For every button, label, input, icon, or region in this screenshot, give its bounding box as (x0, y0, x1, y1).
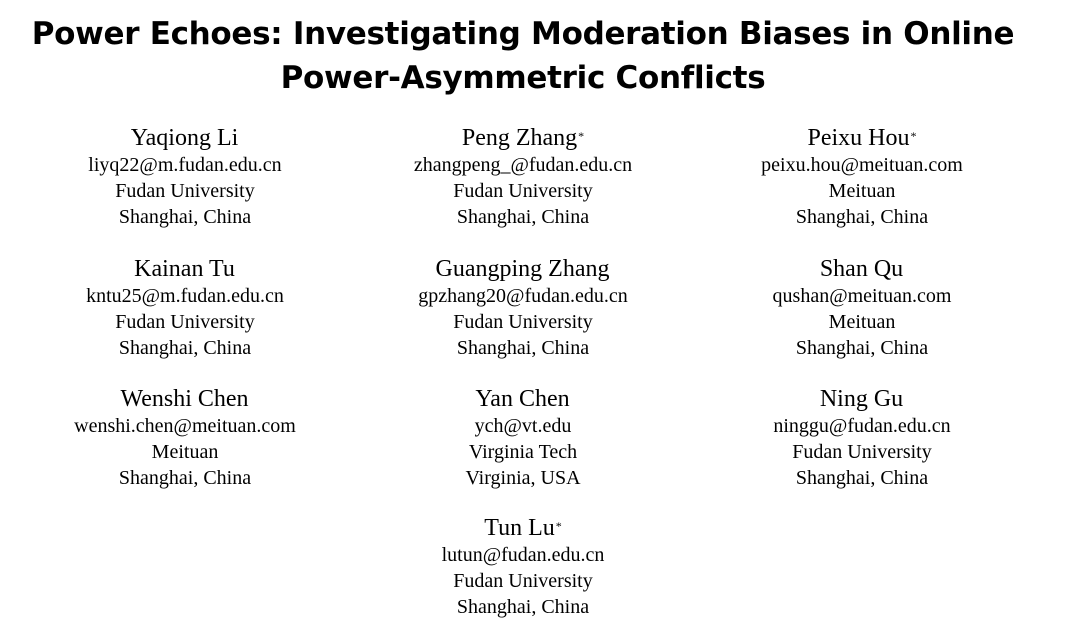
author-name-text: Kainan Tu (134, 256, 235, 282)
author-block (363, 514, 683, 620)
author-name-text: Yaqiong Li (130, 125, 239, 151)
author-name (702, 385, 1022, 413)
author-name-text: Yan Chen (475, 386, 570, 412)
author-name (363, 514, 683, 542)
author-affiliation: Fudan University (453, 570, 593, 592)
author-name (363, 385, 683, 413)
author-block (702, 255, 1022, 361)
author-location: Shanghai, China (456, 337, 590, 359)
author-affiliation: Meituan (828, 180, 896, 202)
author-name (363, 124, 683, 152)
author-name (25, 255, 345, 283)
author-email[interactable]: lutun@fudan.edu.cn (441, 544, 605, 566)
author-email[interactable]: wenshi.chen@meituan.com (74, 415, 296, 437)
author-location: Shanghai, China (456, 206, 590, 228)
author-name-text: Peixu Hou (807, 125, 910, 151)
corresponding-author-mark: * (555, 519, 562, 533)
author-location: Shanghai, China (795, 467, 929, 489)
author-email[interactable]: zhangpeng_@fudan.edu.cn (413, 154, 633, 176)
author-name (25, 385, 345, 413)
author-name-text: Shan Qu (819, 256, 904, 282)
author-affiliation: Fudan University (115, 311, 255, 333)
author-affiliation: Fudan University (453, 180, 593, 202)
author-email[interactable]: kntu25@m.fudan.edu.cn (86, 285, 284, 307)
author-location: Shanghai, China (118, 467, 252, 489)
author-email[interactable]: gpzhang20@fudan.edu.cn (418, 285, 628, 307)
author-location: Shanghai, China (795, 337, 929, 359)
paper-title-line-2: Power-Asymmetric Conflicts (280, 60, 766, 96)
author-block (25, 255, 345, 361)
author-location: Shanghai, China (118, 337, 252, 359)
author-block (25, 124, 345, 230)
author-location: Shanghai, China (795, 206, 929, 228)
author-block (702, 385, 1022, 491)
author-email[interactable]: ych@vt.edu (474, 415, 572, 437)
author-affiliation: Meituan (828, 311, 896, 333)
author-name-text: Peng Zhang (461, 125, 578, 151)
author-location: Shanghai, China (118, 206, 252, 228)
author-affiliation: Meituan (151, 441, 219, 463)
author-name-text: Wenshi Chen (120, 386, 249, 412)
author-email[interactable]: liyq22@m.fudan.edu.cn (88, 154, 282, 176)
author-affiliation: Fudan University (453, 311, 593, 333)
author-email[interactable]: ninggu@fudan.edu.cn (773, 415, 951, 437)
author-affiliation: Virginia Tech (468, 441, 578, 463)
author-name (25, 124, 345, 152)
author-location: Virginia, USA (465, 467, 581, 489)
author-block (363, 255, 683, 361)
author-affiliation: Fudan University (792, 441, 932, 463)
author-block (702, 124, 1022, 230)
author-name-text: Ning Gu (819, 386, 904, 412)
author-location: Shanghai, China (456, 596, 590, 618)
corresponding-author-mark: * (578, 129, 585, 143)
author-name (702, 124, 1022, 152)
paper-title-line-1: Power Echoes: Investigating Moderation Biases in Online (31, 16, 1015, 52)
author-block (363, 385, 683, 491)
paper-title (0, 12, 1046, 100)
author-name-text: Guangping Zhang (435, 256, 610, 282)
corresponding-author-mark: * (910, 129, 917, 143)
author-name-text: Tun Lu (484, 515, 555, 541)
author-email[interactable]: qushan@meituan.com (772, 285, 952, 307)
author-block (363, 124, 683, 230)
author-affiliation: Fudan University (115, 180, 255, 202)
author-name (702, 255, 1022, 283)
author-email[interactable]: peixu.hou@meituan.com (761, 154, 963, 176)
author-block (25, 385, 345, 491)
author-name (363, 255, 683, 283)
